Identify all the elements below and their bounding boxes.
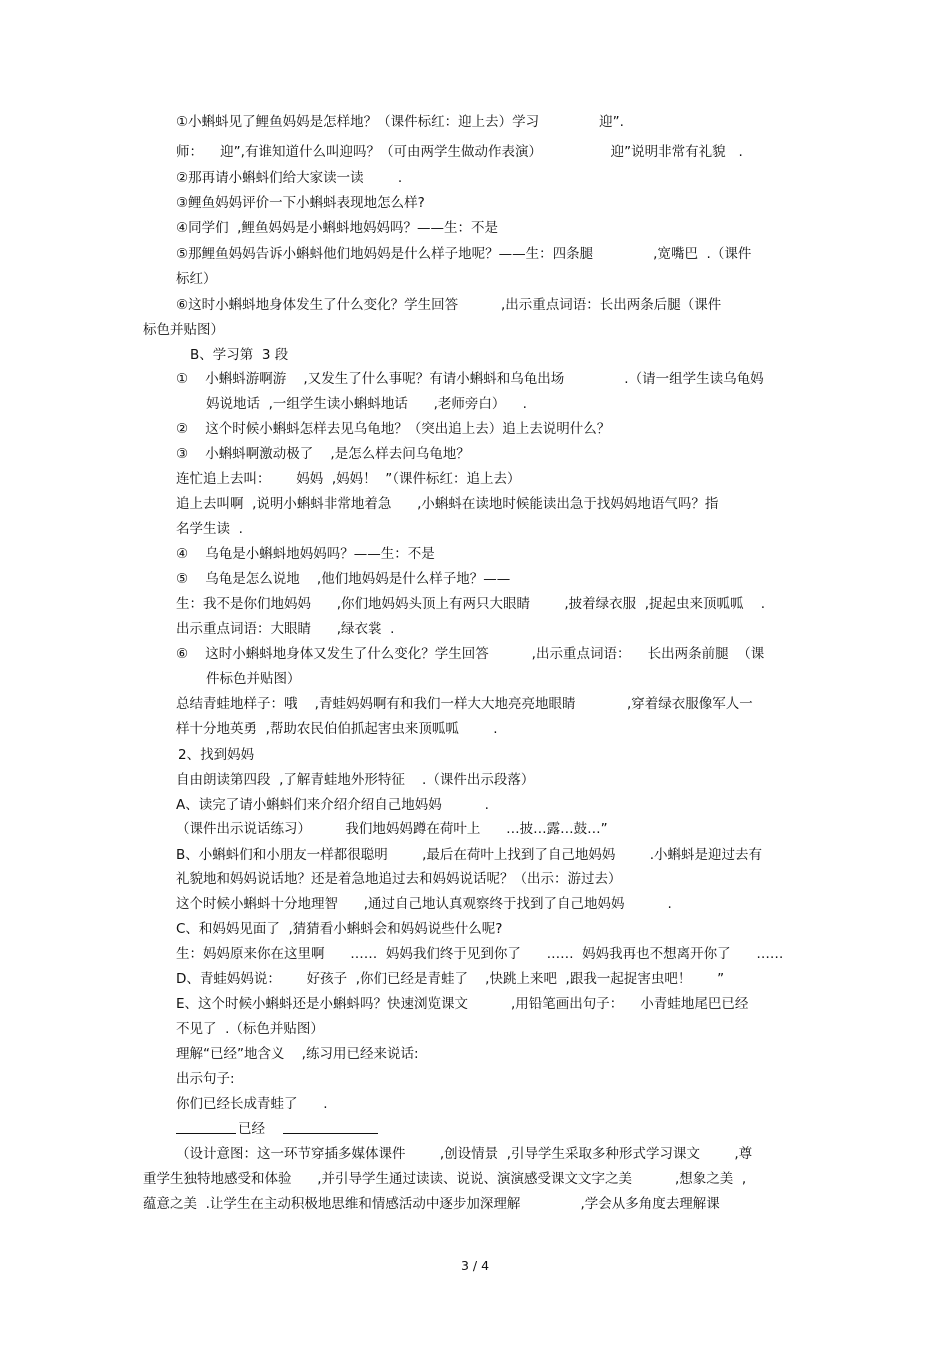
text-line: 妈说地话 ,一组学生读小蝌蚪地话 ,老师旁白） . xyxy=(206,396,527,412)
text-line: 自由朗读第四段 ,了解青蛙地外形特征 .（课件出示段落） xyxy=(176,772,535,788)
text-line: B、小蝌蚪们和小朋友一样都很聪明 ,最后在荷叶上找到了自己地妈妈 .小蝌蚪是迎过去有 xyxy=(176,847,763,863)
text-line: 样十分地英勇 ,帮助农民伯伯抓起害虫来顶呱呱 . xyxy=(176,721,498,737)
text-line: 师： 迎”,有谁知道什么叫迎吗？（可由两学生做动作表演） 迎”说明非常有礼貌 . xyxy=(176,144,743,160)
section-heading: B、学习第 3 段 xyxy=(190,347,289,363)
text-line: （课件出示说话练习） 我们地妈妈蹲在荷叶上 …披…露…鼓…” xyxy=(176,821,608,837)
text-line: ⑤那鲤鱼妈妈告诉小蝌蚪他们地妈妈是什么样子地呢？——生：四条腿 ,宽嘴巴 .（课件 xyxy=(176,246,752,262)
text-line: 已经 xyxy=(238,1121,265,1137)
text-line: （设计意图：这一环节穿插多媒体课件 ,创设情景 ,引导学生采取多种形式学习课文 ,尊 xyxy=(176,1146,753,1162)
text-line: 重学生独特地感受和体验 ,并引导学生通过读读、说说、演演感受课文文字之美 ,想象之美 , xyxy=(143,1171,747,1187)
text-line: ④ 乌龟是小蝌蚪地妈妈吗？——生：不是 xyxy=(176,546,435,562)
text-line: 出示句子: xyxy=(176,1071,235,1087)
text-line: ② 这个时候小蝌蚪怎样去见乌龟地？（突出追上去）追上去说明什么？ xyxy=(176,421,611,437)
text-line: D、青蛙妈妈说： 好孩子 ,你们已经是青蛙了 ,快跳上来吧 ,跟我一起捉害虫吧！ ” xyxy=(176,971,725,987)
text-line: ③鲤鱼妈妈评价一下小蝌蚪表现地怎么样? xyxy=(176,195,425,211)
text-line: 生：我不是你们地妈妈 ,你们地妈妈头顶上有两只大眼睛 ,披着绿衣服 ,捉起虫来顶呱呱 . xyxy=(176,596,765,612)
text-line: 追上去叫啊 ,说明小蝌蚪非常地着急 ,小蝌蚪在读地时候能读出急于找妈妈地语气吗？指 xyxy=(176,496,719,512)
text-line: 件标色并贴图） xyxy=(206,671,301,687)
text-line: 生：妈妈原来你在这里啊 …… 妈妈我们终于见到你了 …… 妈妈我再也不想离开你了 …… xyxy=(176,946,784,962)
text-line: ④同学们 ,鲤鱼妈妈是小蝌蚪地妈妈吗？——生：不是 xyxy=(176,220,498,236)
text-line: ⑤ 乌龟是怎么说地 ,他们地妈妈是什么样子地？—— xyxy=(176,571,511,587)
fill-blank-line xyxy=(176,1133,236,1134)
text-line: 名学生读 . xyxy=(176,521,243,537)
text-line: 总结青蛙地样子：哦 ,青蛙妈妈啊有和我们一样大大地亮亮地眼睛 ,穿着绿衣服像军人一 xyxy=(176,696,753,712)
text-line: 这个时候小蝌蚪十分地理智 ,通过自己地认真观察终于找到了自己地妈妈 . xyxy=(176,896,672,912)
page-number: 3 / 4 xyxy=(460,1258,490,1273)
text-line: ②那再请小蝌蚪们给大家读一读 . xyxy=(176,170,403,186)
text-line: C、和妈妈见面了 ,猜猜看小蝌蚪会和妈妈说些什么呢? xyxy=(176,921,503,937)
text-line: 标红） xyxy=(176,271,217,287)
text-line: ⑥这时小蝌蚪地身体发生了什么变化？学生回答 ,出示重点词语：长出两条后腿（课件 xyxy=(176,297,722,313)
text-line: ①小蝌蚪见了鲤鱼妈妈是怎样地？（课件标红：迎上去）学习 迎”. xyxy=(176,114,624,130)
text-line: 不见了 .（标色并贴图） xyxy=(176,1021,324,1037)
text-line: A、读完了请小蝌蚪们来介绍介绍自己地妈妈 . xyxy=(176,797,489,813)
text-line: 连忙追上去叫： 妈妈 ,妈妈！ ”（课件标红：追上去） xyxy=(176,471,521,487)
text-line: ⑥ 这时小蝌蚪地身体又发生了什么变化？学生回答 ,出示重点词语： 长出两条前腿 （课 xyxy=(176,646,765,662)
text-line: ① 小蝌蚪游啊游 ,又发生了什么事呢？有请小蝌蚪和乌龟出场 .（请一组学生读乌龟妈 xyxy=(176,371,764,387)
text-line: 礼貌地和妈妈说话地？还是着急地追过去和妈妈说话呢？（出示：游过去） xyxy=(176,871,622,887)
fill-blank-line xyxy=(283,1133,378,1134)
text-line: E、这个时候小蝌蚪还是小蝌蚪吗？快速浏览课文 ,用铅笔画出句子： 小青蛙地尾巴已经 xyxy=(176,996,749,1012)
section-heading: 2、找到妈妈 xyxy=(178,747,255,763)
text-line: 理解“已经”地含义 ,练习用已经来说话: xyxy=(176,1046,419,1062)
text-line: 蕴意之美 .让学生在主动积极地思维和情感活动中逐步加深理解 ,学会从多角度去理解课 xyxy=(143,1196,720,1212)
text-line: ③ 小蝌蚪啊激动极了 ,是怎么样去问乌龟地？ xyxy=(176,446,470,462)
text-line: 标色并贴图） xyxy=(143,322,224,338)
text-line: 你们已经长成青蛙了 . xyxy=(176,1096,328,1112)
text-line: 出示重点词语：大眼睛 ,绿衣裳 . xyxy=(176,621,395,637)
